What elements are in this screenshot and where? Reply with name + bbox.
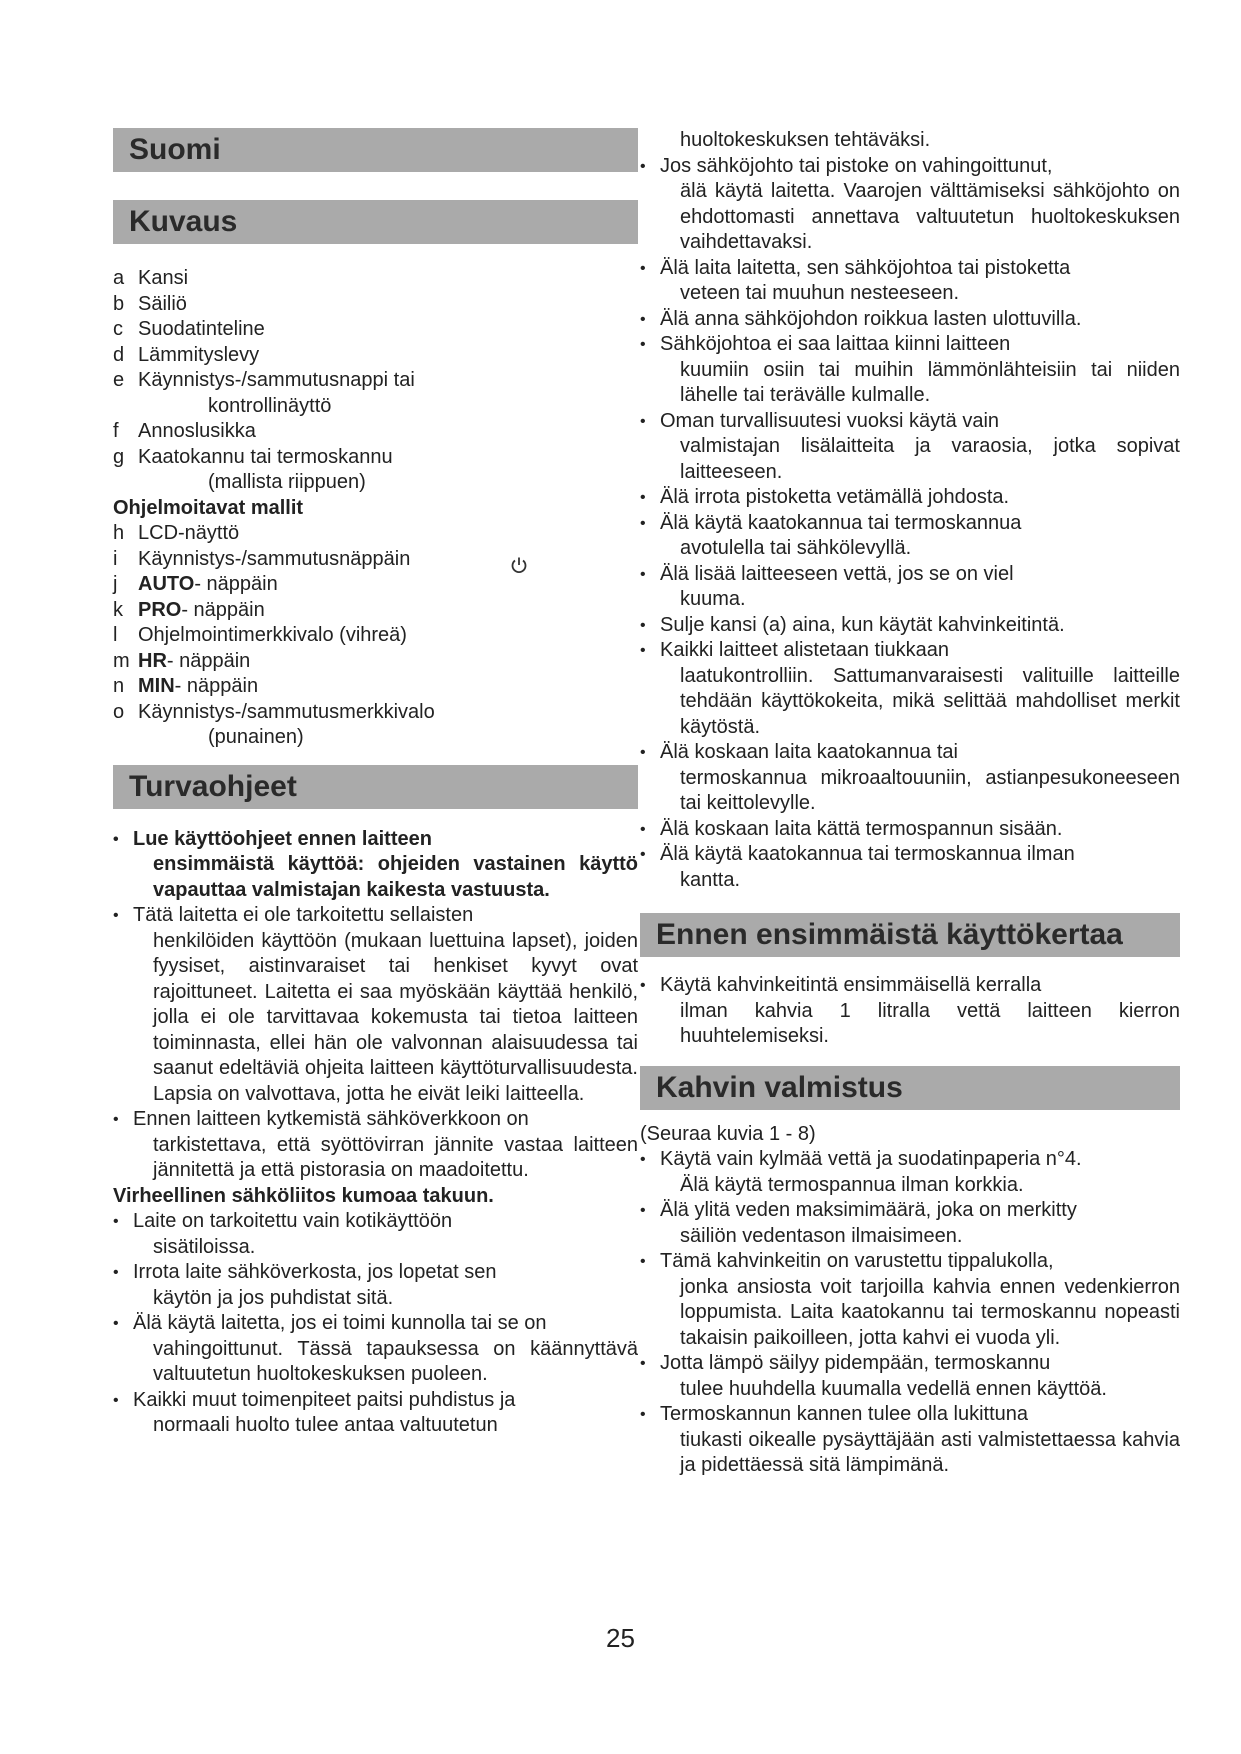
list-item: • Älä käytä laitetta, jos ei toimi kunnolla tai se on vahingoittunut. Tässä tapauksessa on käännyttävä valtuutetun huoltokeskuksen puoleen.: [113, 1311, 638, 1388]
list-item: • Älä anna sähköjohdon roikkua lasten ulottuvilla.: [640, 307, 1180, 333]
list-item: • Älä käytä kaatokannua tai termoskannua ilman kantta.: [640, 842, 1180, 893]
list-item: m HR - näppäin: [113, 649, 251, 672]
list-item: • Älä lisää laitteeseen vettä, jos se on viel kuuma.: [640, 562, 1180, 613]
list-item: • Jotta lämpö säilyy pidempään, termoskannu tulee huuhdella kuumalla vedellä ennen käyttöä.: [640, 1351, 1180, 1402]
list-item: b Säiliö: [113, 292, 187, 315]
list-item-continuation: (mallista riippuen): [208, 471, 366, 493]
list-item: • Älä ylitä veden maksimimäärä, joka on merkitty säiliön vedentason ilmaisimeen.: [640, 1198, 1180, 1249]
brew-intro: (Seuraa kuvia 1 - 8): [640, 1122, 816, 1145]
programmable-list: [113, 521, 638, 751]
list-item: e Käynnistys-/sammutusnappi tai: [113, 369, 415, 391]
list-item: • Irrota laite sähköverkosta, jos lopetat sen käytön ja jos puhdistat sitä.: [113, 1260, 638, 1311]
list-item: f Annoslusikka: [113, 420, 256, 442]
list-item: o Käynnistys-/sammutusmerkkivalo: [113, 700, 435, 723]
right-column: [640, 128, 1180, 1479]
list-item: a Kansi: [113, 267, 189, 289]
warning-text: Virheellinen sähköliitos kumoaa takuun.: [113, 1184, 494, 1207]
list-item: • Sulje kansi (a) aina, kun käytät kahvinkeitintä.: [640, 613, 1180, 639]
safety-list-continued: [640, 154, 1180, 894]
list-item: • Älä koskaan laita kaatokannua tai termoskannua mikroaaltouuniin, astianpesukoneeseen tai keittolevylle.: [640, 740, 1180, 817]
safety-list-2: [113, 1209, 638, 1439]
list-item: • Kaikki laitteet alistetaan tiukkaan laatukontrolliin. Sattumanvaraisesti valituille laitteille tehdään käyttökokeita, mikä selittää mahdolliset merkit käytöstä.: [640, 638, 1180, 740]
parts-list: [113, 266, 638, 496]
safety-list: [113, 827, 638, 1184]
left-column: [113, 128, 638, 1439]
list-item: l Ohjelmointimerkkivalo (vihreä): [113, 624, 407, 646]
list-item: c Suodatinteline: [113, 318, 265, 340]
list-item: d Lämmityslevy: [113, 343, 260, 366]
list-item: • Älä käytä kaatokannua tai termoskannua avotulella tai sähkölevyllä.: [640, 511, 1180, 562]
list-item: • Termoskannun kannen tulee olla lukittuna tiukasti oikealle pysäyttäjään asti valmistettaessa kahvia ja pidettäessä sitä lämpimänä.: [640, 1402, 1180, 1479]
list-item-continuation: kontrollinäyttö: [208, 394, 332, 417]
list-item: n MIN - näppäin: [113, 675, 259, 697]
power-icon: [510, 556, 528, 574]
list-item: g Kaatokannu tai termoskannu: [113, 445, 393, 468]
list-item: • Älä koskaan laita kättä termospannun sisään.: [640, 817, 1180, 843]
list-item: • Jos sähköjohto tai pistoke on vahingoittunut, älä käytä laitetta. Vaarojen välttämiseksi sähköjohto on ehdottomasti annettava valtuutetun huoltokeskuksen vaihdettavaksi.: [640, 154, 1180, 256]
list-item: • Kaikki muut toimenpiteet paitsi puhdistus ja normaali huolto tulee antaa valtuutetun: [113, 1388, 638, 1439]
list-item: • Tätä laitetta ei ole tarkoitettu sellaisten henkilöiden käyttöön (mukaan luettuina lapset), joiden fyysiset, aistinvaraiset tai henkiset kyvyt ovat rajoittuneet. Laitetta ei saa myöskään käyttää henkilö, jolla ei ole tarvittavaa kokemusta tai tietoa laitteen toiminnasta, ellei hän ole valvonnan alaisuudessa tai saanut edeltäviä ohjeita laitteen käyttöturvallisuudesta. Lapsia on valvottava, jotta he eivät leiki laitteella.: [113, 903, 638, 1107]
section-title-description: Kuvaus: [113, 200, 638, 244]
list-item: • Oman turvallisuutesi vuoksi käytä vain valmistajan lisälaitteita ja varaosia, jotka sopivat laitteeseen.: [640, 409, 1180, 486]
list-item: i Käynnistys-/sammutusnäppäin: [113, 547, 411, 570]
section-title-brewing: Kahvin valmistus: [640, 1066, 1180, 1110]
programmable-models-heading: Ohjelmoitavat mallit: [113, 496, 304, 519]
first-use-list: [640, 973, 1180, 1050]
brewing-list: [640, 1147, 1180, 1479]
list-item-continuation: (punainen): [208, 726, 304, 748]
page-number: 25: [606, 1623, 635, 1653]
list-item: k PRO - näppäin: [113, 598, 265, 621]
section-title-safety: Turvaohjeet: [113, 765, 638, 809]
list-item: h LCD-näyttö: [113, 522, 240, 544]
section-title-language: Suomi: [113, 128, 638, 172]
list-item: • Laite on tarkoitettu vain kotikäyttöön sisätiloissa.: [113, 1209, 638, 1260]
list-item: • Käytä vain kylmää vettä ja suodatinpaperia n°4. Älä käytä termospannua ilman korkkia.: [640, 1147, 1180, 1198]
continued-line: huoltokeskuksen tehtäväksi.: [680, 129, 931, 151]
list-item: • Älä irrota pistoketta vetämällä johdosta.: [640, 485, 1180, 511]
list-item: • Sähköjohtoa ei saa laittaa kiinni laitteen kuumiin osiin tai muihin lämmönlähteisiin tai niiden lähelle tai terävälle kulmalle.: [640, 332, 1180, 409]
list-item: • Tämä kahvinkeitin on varustettu tippalukolla, jonka ansiosta voit tarjoilla kahvia ennen vedenkierron loppumista. Laita kaatokannu tai termoskannu nopeasti takaisin paikoilleen, jotta kahvi ei vuoda yli.: [640, 1249, 1180, 1351]
list-item: • Lue käyttöohjeet ennen laitteen ensimmäistä käyttöä: ohjeiden vastainen käyttö vapauttaa valmistajan kaikesta vastuusta.: [113, 827, 638, 904]
section-title-first-use: Ennen ensimmäistä käyttökertaa: [640, 913, 1180, 957]
list-item: • Käytä kahvinkeitintä ensimmäisellä kerralla ilman kahvia 1 litralla vettä laitteen kierron huuhtelemiseksi.: [640, 973, 1180, 1050]
list-item: • Älä laita laitetta, sen sähköjohtoa tai pistoketta veteen tai muuhun nesteeseen.: [640, 256, 1180, 307]
list-item: j AUTO - näppäin: [113, 573, 278, 595]
list-item: • Ennen laitteen kytkemistä sähköverkkoon on tarkistettava, että syöttövirran jännite vastaa laitteen jännitettä ja että pistorasia on maadoitettu.: [113, 1107, 638, 1184]
